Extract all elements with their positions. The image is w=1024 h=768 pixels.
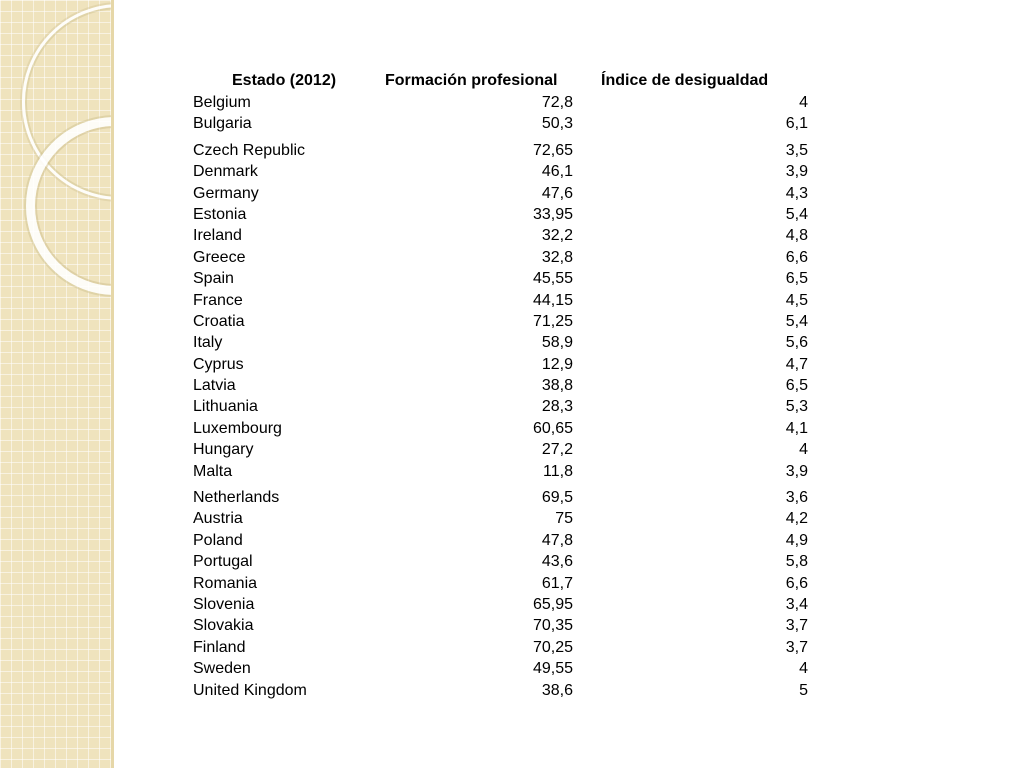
cell-country: Slovenia bbox=[193, 595, 255, 613]
cell-country: Estonia bbox=[193, 205, 247, 223]
cell-country: Slovakia bbox=[193, 617, 254, 635]
cell-indice: 3,9 bbox=[785, 462, 808, 480]
table-row bbox=[190, 375, 812, 396]
cell-formacion: 11,8 bbox=[543, 462, 573, 480]
cell-country: Italy bbox=[193, 334, 223, 352]
table-row bbox=[190, 680, 812, 701]
cell-country: Luxembourg bbox=[193, 419, 282, 437]
data-table bbox=[190, 70, 812, 701]
table-row bbox=[190, 551, 812, 572]
cell-country: Croatia bbox=[193, 312, 245, 330]
cell-formacion: 61,7 bbox=[541, 574, 573, 592]
table-row bbox=[190, 204, 812, 225]
cell-country: Cyprus bbox=[193, 355, 244, 373]
cell-indice: 6,5 bbox=[785, 270, 808, 288]
cell-indice: 3,9 bbox=[785, 163, 808, 181]
cell-formacion: 38,8 bbox=[541, 377, 573, 395]
cell-formacion: 33,95 bbox=[532, 205, 573, 223]
cell-indice: 5,6 bbox=[785, 334, 808, 352]
cell-country: Belgium bbox=[193, 94, 251, 111]
table-row bbox=[190, 354, 812, 375]
table-row bbox=[190, 461, 812, 482]
cell-indice: 6,5 bbox=[785, 377, 808, 395]
cell-country: Sweden bbox=[193, 660, 251, 678]
cell-country: Greece bbox=[193, 248, 246, 266]
table-row bbox=[190, 573, 812, 594]
table-row bbox=[190, 140, 812, 161]
cell-country: Hungary bbox=[193, 441, 254, 459]
cell-indice: 5,8 bbox=[785, 553, 808, 571]
cell-formacion: 69,5 bbox=[541, 489, 573, 507]
cell-country: Netherlands bbox=[193, 489, 280, 507]
table-row bbox=[190, 594, 812, 615]
decorative-side-panel bbox=[0, 0, 114, 768]
table-row bbox=[190, 290, 812, 311]
table-row bbox=[190, 247, 812, 268]
cell-formacion: 72,8 bbox=[541, 94, 573, 111]
table-row bbox=[190, 332, 812, 353]
cell-formacion: 44,15 bbox=[532, 291, 573, 309]
cell-country: Latvia bbox=[193, 377, 236, 395]
table-row bbox=[190, 615, 812, 636]
cell-indice: 4,9 bbox=[785, 531, 808, 549]
table-row bbox=[190, 508, 812, 529]
cell-formacion: 49,55 bbox=[532, 660, 573, 678]
table-row bbox=[190, 311, 812, 332]
cell-indice: 4,5 bbox=[785, 291, 808, 309]
cell-formacion: 45,55 bbox=[532, 270, 573, 288]
cell-formacion: 72,65 bbox=[532, 141, 573, 159]
cell-indice: 5 bbox=[799, 681, 808, 699]
cell-formacion: 58,9 bbox=[541, 334, 573, 352]
table-row bbox=[190, 92, 812, 113]
table-row bbox=[190, 268, 812, 289]
cell-indice: 3,6 bbox=[785, 489, 808, 507]
table-row bbox=[190, 530, 812, 551]
cell-country: Spain bbox=[193, 270, 234, 288]
header-estado: Estado (2012) bbox=[232, 72, 337, 89]
table-header bbox=[190, 70, 812, 92]
cell-indice: 6,1 bbox=[785, 115, 808, 133]
cell-formacion: 46,1 bbox=[541, 163, 573, 181]
table-row bbox=[190, 487, 812, 508]
cell-indice: 4,1 bbox=[785, 419, 808, 437]
header-formacion-profesional: Formación profesional bbox=[385, 72, 558, 89]
cell-country: Poland bbox=[193, 531, 243, 549]
header-indice-desigualdad: Índice de desigualdad bbox=[601, 72, 769, 89]
cell-formacion: 38,6 bbox=[541, 681, 573, 699]
cell-indice: 3,7 bbox=[785, 617, 808, 635]
cell-indice: 4,7 bbox=[785, 355, 808, 373]
cell-country: Malta bbox=[193, 462, 233, 480]
cell-country: Portugal bbox=[193, 553, 253, 571]
cell-indice: 6,6 bbox=[785, 574, 808, 592]
cell-country: Bulgaria bbox=[193, 115, 252, 133]
cell-indice: 5,4 bbox=[785, 312, 808, 330]
cell-indice: 5,3 bbox=[785, 398, 808, 416]
cell-formacion: 32,8 bbox=[541, 248, 573, 266]
cell-country: Denmark bbox=[193, 163, 258, 181]
cell-country: Austria bbox=[193, 510, 243, 528]
cell-country: Ireland bbox=[193, 227, 242, 245]
cell-formacion: 70,35 bbox=[532, 617, 573, 635]
cell-formacion: 28,3 bbox=[541, 398, 573, 416]
cell-formacion: 32,2 bbox=[541, 227, 573, 245]
table-row bbox=[190, 225, 812, 246]
table-body bbox=[190, 92, 812, 701]
side-panel-edge bbox=[111, 0, 114, 768]
cell-indice: 4,3 bbox=[785, 184, 808, 202]
cell-indice: 3,7 bbox=[785, 638, 808, 656]
table-row bbox=[190, 161, 812, 182]
cell-country: France bbox=[193, 291, 243, 309]
cell-formacion: 27,2 bbox=[541, 441, 573, 459]
cell-indice: 6,6 bbox=[785, 248, 808, 266]
table-row bbox=[190, 658, 812, 679]
cell-country: Romania bbox=[193, 574, 258, 592]
table-row bbox=[190, 396, 812, 417]
cell-country: Finland bbox=[193, 638, 246, 656]
cell-formacion: 71,25 bbox=[532, 312, 573, 330]
cell-formacion: 12,9 bbox=[541, 355, 573, 373]
table-row bbox=[190, 183, 812, 204]
table-row bbox=[190, 637, 812, 658]
cell-formacion: 75 bbox=[555, 510, 573, 528]
cell-indice: 5,4 bbox=[785, 205, 808, 223]
cell-indice: 4 bbox=[799, 94, 808, 111]
cell-country: United Kingdom bbox=[193, 681, 307, 699]
cell-indice: 4 bbox=[799, 660, 808, 678]
cell-indice: 3,4 bbox=[785, 595, 808, 613]
table-row bbox=[190, 113, 812, 134]
cell-formacion: 65,95 bbox=[532, 595, 573, 613]
cell-formacion: 70,25 bbox=[532, 638, 573, 656]
cell-formacion: 60,65 bbox=[532, 419, 573, 437]
cell-formacion: 43,6 bbox=[541, 553, 573, 571]
cell-country: Lithuania bbox=[193, 398, 258, 416]
cell-country: Germany bbox=[193, 184, 259, 202]
cell-formacion: 47,6 bbox=[541, 184, 573, 202]
table-row bbox=[190, 439, 812, 460]
cell-indice: 4,2 bbox=[785, 510, 808, 528]
cell-formacion: 47,8 bbox=[541, 531, 573, 549]
cell-formacion: 50,3 bbox=[541, 115, 573, 133]
table-row bbox=[190, 418, 812, 439]
cell-indice: 4 bbox=[799, 441, 808, 459]
cell-indice: 4,8 bbox=[785, 227, 808, 245]
cell-indice: 3,5 bbox=[785, 141, 808, 159]
cell-country: Czech Republic bbox=[193, 141, 306, 159]
